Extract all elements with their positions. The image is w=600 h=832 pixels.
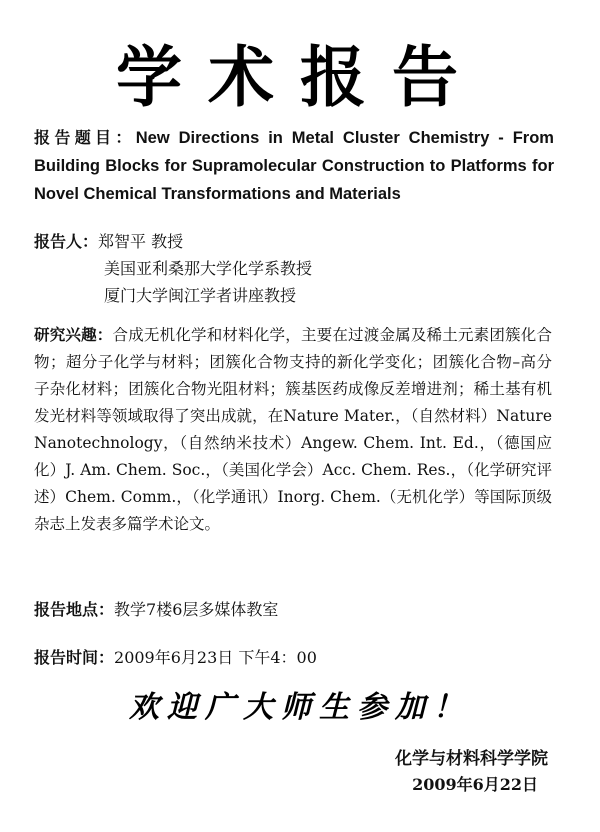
time-value: 2009年6月23日 下午4：00 [114,648,317,667]
signature-date: 2009年6月22日 [412,775,538,794]
interest-text: 合成无机化学和材料化学，主要在过渡金属及稀土元素团簇化合物；超分子化学与材料；团簇化合物支持的新化学变化；团簇化合物–高分子杂化材料；团簇化合物光阻材料；簇基医药成像反差增进剂；稀土基有机发光材料等领域取得了突出成就，在Nature Mater.，（自然材料）Nature Nanotechnology，（自然纳米技术）Angew. Chem. Int. Ed.，（德国应化）J. Am. Chem. Soc.，（美国化学会）Acc. Chem. Res.，（化学研究评述）Chem. Comm.，（化学通讯）Inorg. Chem.（无机化学）等国际顶级杂志上发表多篇学术论文。 [34,326,552,533]
venue-label: 报告地点： [34,600,115,619]
venue-value: 教学7楼6层多媒体教室 [114,600,279,619]
speaker-name: 郑智平 教授 [98,232,184,251]
speaker-row-1 [34,228,554,255]
welcome-message: 欢迎广大师生参加！ [129,690,471,725]
interest-label: 研究兴趣： [34,326,113,344]
topic-label: 报告题目： [34,128,136,147]
topic-text: New Directions in Metal Cluster Chemistry - From Building Blocks for Supramolecular Construction to Platforms for Novel Chemical Transformations and Materials [34,129,554,203]
report-venue [34,596,278,623]
report-time [34,644,317,671]
speaker-label: 报告人： [34,232,99,251]
research-interest [34,322,552,538]
time-label: 报告时间： [34,648,115,667]
speaker-affiliation-1: 美国亚利桑那大学化学系教授 [104,259,313,278]
speaker-affiliation-2: 厦门大学闽江学者讲座教授 [104,286,297,305]
speaker-block [34,228,554,309]
report-topic [34,124,554,208]
signature-organization: 化学与材料科学学院 [395,749,548,769]
poster-title: 学术报告 [116,39,484,116]
